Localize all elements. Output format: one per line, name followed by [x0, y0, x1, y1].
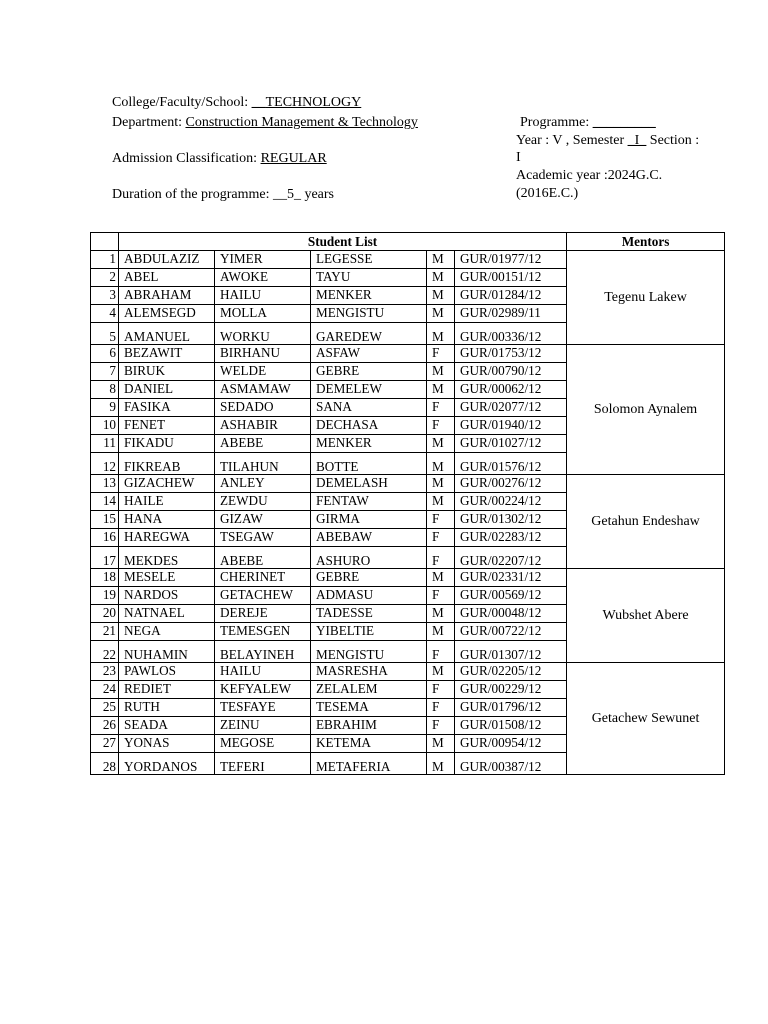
student-id-cell: GUR/00151/12: [455, 269, 567, 287]
grandfather-name-cell: ABEBAW: [311, 529, 427, 547]
grandfather-name-cell: EBRAHIM: [311, 717, 427, 735]
grandfather-name-cell: GAREDEW: [311, 323, 427, 345]
student-id-cell: GUR/01796/12: [455, 699, 567, 717]
student-id-cell: GUR/01940/12: [455, 417, 567, 435]
admission-label: Admission Classification:: [112, 151, 261, 166]
programme-line: [520, 115, 656, 131]
sex-cell: M: [427, 735, 455, 753]
father-name-cell: KEFYALEW: [215, 681, 311, 699]
row-number-cell: 5: [91, 323, 119, 345]
row-number-cell: 18: [91, 569, 119, 587]
college-line: [112, 95, 361, 111]
row-number-cell: 15: [91, 511, 119, 529]
father-name-cell: YIMER: [215, 251, 311, 269]
father-name-cell: DEREJE: [215, 605, 311, 623]
father-name-cell: AWOKE: [215, 269, 311, 287]
student-list-header: Student List: [119, 233, 567, 251]
grandfather-name-cell: TADESSE: [311, 605, 427, 623]
row-number-cell: 3: [91, 287, 119, 305]
admission-line: [112, 151, 460, 167]
year-prefix: Year : V , Semester: [516, 133, 628, 148]
table-row: [91, 475, 725, 493]
father-name-cell: WORKU: [215, 323, 311, 345]
grandfather-name-cell: FENTAW: [311, 493, 427, 511]
first-name-cell: MEKDES: [119, 547, 215, 569]
first-name-cell: SEADA: [119, 717, 215, 735]
row-number-cell: 12: [91, 453, 119, 475]
sex-cell: F: [427, 547, 455, 569]
first-name-cell: BIRUK: [119, 363, 215, 381]
grandfather-name-cell: TAYU: [311, 269, 427, 287]
first-name-cell: FENET: [119, 417, 215, 435]
row-number-cell: 28: [91, 753, 119, 775]
row-number-cell: 13: [91, 475, 119, 493]
mentor-cell: Solomon Aynalem: [567, 345, 725, 475]
sex-cell: M: [427, 623, 455, 641]
first-name-cell: PAWLOS: [119, 663, 215, 681]
sex-cell: F: [427, 587, 455, 605]
first-name-cell: HANA: [119, 511, 215, 529]
blank-header-cell: [91, 233, 119, 251]
sex-cell: F: [427, 699, 455, 717]
student-id-cell: GUR/00276/12: [455, 475, 567, 493]
sex-cell: F: [427, 511, 455, 529]
father-name-cell: ZEWDU: [215, 493, 311, 511]
sex-cell: M: [427, 287, 455, 305]
row-number-cell: 27: [91, 735, 119, 753]
first-name-cell: AMANUEL: [119, 323, 215, 345]
student-id-cell: GUR/02207/12: [455, 547, 567, 569]
college-blank: __: [251, 95, 266, 110]
department-label: Department:: [112, 115, 186, 130]
grandfather-name-cell: GEBRE: [311, 363, 427, 381]
first-name-cell: YONAS: [119, 735, 215, 753]
sex-cell: F: [427, 417, 455, 435]
father-name-cell: TESFAYE: [215, 699, 311, 717]
row-number-cell: 10: [91, 417, 119, 435]
sex-cell: M: [427, 251, 455, 269]
row-number-cell: 11: [91, 435, 119, 453]
table-row: [91, 663, 725, 681]
father-name-cell: MOLLA: [215, 305, 311, 323]
father-name-cell: TEMESGEN: [215, 623, 311, 641]
first-name-cell: ABEL: [119, 269, 215, 287]
sex-cell: F: [427, 681, 455, 699]
student-id-cell: GUR/02283/12: [455, 529, 567, 547]
row-number-cell: 6: [91, 345, 119, 363]
sex-cell: M: [427, 605, 455, 623]
academic-year: Academic year :2024G.C.: [516, 168, 663, 183]
grandfather-name-cell: GIRMA: [311, 511, 427, 529]
grandfather-name-cell: BOTTE: [311, 453, 427, 475]
programme-blank: _________: [592, 115, 656, 130]
row-number-cell: 8: [91, 381, 119, 399]
father-name-cell: HAILU: [215, 287, 311, 305]
first-name-cell: GIZACHEW: [119, 475, 215, 493]
student-id-cell: GUR/02077/12: [455, 399, 567, 417]
grandfather-name-cell: MENGISTU: [311, 305, 427, 323]
first-name-cell: ABRAHAM: [119, 287, 215, 305]
first-name-cell: NATNAEL: [119, 605, 215, 623]
row-number-cell: 22: [91, 641, 119, 663]
first-name-cell: DANIEL: [119, 381, 215, 399]
grandfather-name-cell: LEGESSE: [311, 251, 427, 269]
father-name-cell: MEGOSE: [215, 735, 311, 753]
row-number-cell: 2: [91, 269, 119, 287]
father-name-cell: WELDE: [215, 363, 311, 381]
student-table-body: [91, 251, 725, 775]
student-table: [90, 232, 725, 775]
student-id-cell: GUR/00062/12: [455, 381, 567, 399]
father-name-cell: ASMAMAW: [215, 381, 311, 399]
department-value: Construction Management & Technology: [185, 115, 418, 130]
student-id-cell: GUR/00336/12: [455, 323, 567, 345]
student-id-cell: GUR/02989/11: [455, 305, 567, 323]
grandfather-name-cell: YIBELTIE: [311, 623, 427, 641]
table-row: [91, 345, 725, 363]
table-row: [91, 569, 725, 587]
sex-cell: F: [427, 399, 455, 417]
grandfather-name-cell: ZELALEM: [311, 681, 427, 699]
student-id-cell: GUR/00224/12: [455, 493, 567, 511]
row-number-cell: 4: [91, 305, 119, 323]
row-number-cell: 20: [91, 605, 119, 623]
grandfather-name-cell: MENKER: [311, 287, 427, 305]
first-name-cell: RUTH: [119, 699, 215, 717]
row-number-cell: 25: [91, 699, 119, 717]
sex-cell: M: [427, 305, 455, 323]
sex-cell: M: [427, 381, 455, 399]
grandfather-name-cell: ADMASU: [311, 587, 427, 605]
student-id-cell: GUR/00387/12: [455, 753, 567, 775]
first-name-cell: MESELE: [119, 569, 215, 587]
father-name-cell: GETACHEW: [215, 587, 311, 605]
grandfather-name-cell: KETEMA: [311, 735, 427, 753]
grandfather-name-cell: MENGISTU: [311, 641, 427, 663]
sex-cell: M: [427, 453, 455, 475]
sex-cell: F: [427, 717, 455, 735]
student-id-cell: GUR/01027/12: [455, 435, 567, 453]
student-id-cell: GUR/00790/12: [455, 363, 567, 381]
student-id-cell: GUR/00722/12: [455, 623, 567, 641]
mentor-cell: Wubshet Abere: [567, 569, 725, 663]
father-name-cell: SEDADO: [215, 399, 311, 417]
grandfather-name-cell: ASHURO: [311, 547, 427, 569]
sex-cell: M: [427, 663, 455, 681]
grandfather-name-cell: MENKER: [311, 435, 427, 453]
grandfather-name-cell: DEMELASH: [311, 475, 427, 493]
mentor-cell: Getachew Sewunet: [567, 663, 725, 775]
father-name-cell: TEFERI: [215, 753, 311, 775]
semester-value: _I_: [627, 133, 647, 148]
student-id-cell: GUR/01307/12: [455, 641, 567, 663]
sex-cell: M: [427, 475, 455, 493]
student-id-cell: GUR/01284/12: [455, 287, 567, 305]
table-header-row: [91, 233, 725, 251]
row-number-cell: 16: [91, 529, 119, 547]
sex-cell: F: [427, 345, 455, 363]
father-name-cell: CHERINET: [215, 569, 311, 587]
row-number-cell: 14: [91, 493, 119, 511]
year-semester-line: [516, 133, 699, 149]
student-id-cell: GUR/00954/12: [455, 735, 567, 753]
sex-cell: M: [427, 753, 455, 775]
father-name-cell: TILAHUN: [215, 453, 311, 475]
first-name-cell: NARDOS: [119, 587, 215, 605]
student-id-cell: GUR/01753/12: [455, 345, 567, 363]
first-name-cell: HAREGWA: [119, 529, 215, 547]
grandfather-name-cell: DEMELEW: [311, 381, 427, 399]
college-value: TECHNOLOGY: [265, 95, 362, 110]
first-name-cell: HAILE: [119, 493, 215, 511]
row-number-cell: 17: [91, 547, 119, 569]
academic-year-ec: (2016E.C.): [516, 186, 579, 201]
sex-cell: F: [427, 529, 455, 547]
table-row: [91, 251, 725, 269]
row-number-cell: 9: [91, 399, 119, 417]
student-id-cell: GUR/00048/12: [455, 605, 567, 623]
father-name-cell: GIZAW: [215, 511, 311, 529]
father-name-cell: ZEINU: [215, 717, 311, 735]
student-id-cell: GUR/02205/12: [455, 663, 567, 681]
sex-cell: M: [427, 323, 455, 345]
first-name-cell: FIKREAB: [119, 453, 215, 475]
student-id-cell: GUR/00229/12: [455, 681, 567, 699]
row-number-cell: 26: [91, 717, 119, 735]
mentor-cell: Getahun Endeshaw: [567, 475, 725, 569]
row-number-cell: 1: [91, 251, 119, 269]
admission-value: REGULAR: [260, 151, 327, 166]
first-name-cell: ALEMSEGD: [119, 305, 215, 323]
grandfather-name-cell: SANA: [311, 399, 427, 417]
row-number-cell: 7: [91, 363, 119, 381]
sex-cell: M: [427, 435, 455, 453]
grandfather-name-cell: GEBRE: [311, 569, 427, 587]
department-line: [112, 115, 418, 131]
first-name-cell: YORDANOS: [119, 753, 215, 775]
grandfather-name-cell: METAFERIA: [311, 753, 427, 775]
first-name-cell: ABDULAZIZ: [119, 251, 215, 269]
college-label: College/Faculty/School:: [112, 95, 252, 110]
father-name-cell: ABEBE: [215, 547, 311, 569]
first-name-cell: FIKADU: [119, 435, 215, 453]
student-id-cell: GUR/01302/12: [455, 511, 567, 529]
father-name-cell: ANLEY: [215, 475, 311, 493]
row-number-cell: 23: [91, 663, 119, 681]
programme-label: Programme:: [520, 115, 593, 130]
father-name-cell: BIRHANU: [215, 345, 311, 363]
father-name-cell: BELAYINEH: [215, 641, 311, 663]
row-number-cell: 24: [91, 681, 119, 699]
father-name-cell: ABEBE: [215, 435, 311, 453]
student-id-cell: GUR/01576/12: [455, 453, 567, 475]
sex-cell: M: [427, 269, 455, 287]
father-name-cell: HAILU: [215, 663, 311, 681]
grandfather-name-cell: DECHASA: [311, 417, 427, 435]
duration-line: Duration of the programme: __5_ years: [112, 187, 334, 202]
father-name-cell: TSEGAW: [215, 529, 311, 547]
sex-cell: M: [427, 493, 455, 511]
section-value: I: [516, 150, 521, 165]
student-id-cell: GUR/01508/12: [455, 717, 567, 735]
student-id-cell: GUR/00569/12: [455, 587, 567, 605]
father-name-cell: ASHABIR: [215, 417, 311, 435]
student-id-cell: GUR/01977/12: [455, 251, 567, 269]
sex-cell: F: [427, 641, 455, 663]
sex-cell: M: [427, 363, 455, 381]
first-name-cell: NUHAMIN: [119, 641, 215, 663]
first-name-cell: REDIET: [119, 681, 215, 699]
student-id-cell: GUR/02331/12: [455, 569, 567, 587]
first-name-cell: BEZAWIT: [119, 345, 215, 363]
section-label: Section :: [646, 133, 700, 148]
sex-cell: M: [427, 569, 455, 587]
grandfather-name-cell: ASFAW: [311, 345, 427, 363]
row-number-cell: 21: [91, 623, 119, 641]
mentor-cell: Tegenu Lakew: [567, 251, 725, 345]
mentors-header: Mentors: [567, 233, 725, 251]
grandfather-name-cell: TESEMA: [311, 699, 427, 717]
first-name-cell: NEGA: [119, 623, 215, 641]
first-name-cell: FASIKA: [119, 399, 215, 417]
grandfather-name-cell: MASRESHA: [311, 663, 427, 681]
row-number-cell: 19: [91, 587, 119, 605]
